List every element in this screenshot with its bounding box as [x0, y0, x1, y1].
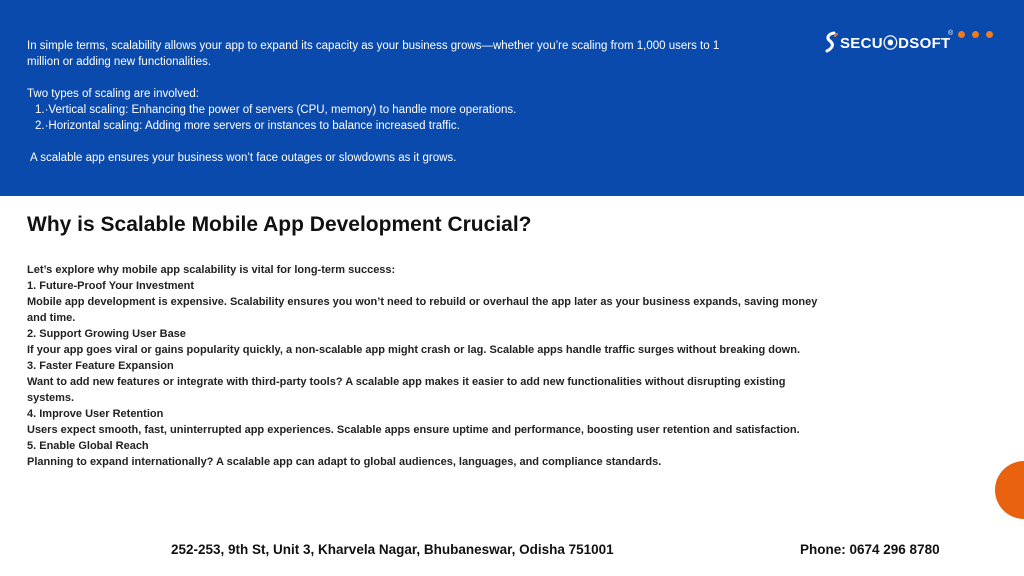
footer-phone: Phone: 0674 296 8780	[800, 542, 940, 557]
scaling-types-heading: Two types of scaling are involved:	[27, 88, 199, 100]
banner-intro: In simple terms, scalability allows your app to expand its capacity as your business grows—whether you’re scaling from 1,000 users to 1 million or adding new functionalities.	[27, 40, 720, 68]
point-heading: 5. Enable Global Reach	[27, 440, 149, 452]
logo-dot	[986, 31, 993, 38]
point-heading: 3. Faster Feature Expansion	[27, 360, 174, 372]
logo-dot	[972, 31, 979, 38]
scaling-type-horizontal: 2.·Horizontal scaling: Adding more servers or instances to balance increased traffic.	[35, 120, 460, 132]
lead-text: Let’s explore why mobile app scalability is vital for long-term success:	[27, 264, 396, 276]
header-banner	[0, 0, 1024, 196]
point-text: Want to add new features or integrate with third-party tools? A scalable app makes it easier to add new functionalities without disrupting existing systems.	[27, 376, 786, 404]
point-text: Mobile app development is expensive. Scalability ensures you won’t need to rebuild or overhaul the app later as your business expands, saving money and time.	[27, 296, 818, 324]
point-text: Planning to expand internationally? A scalable app can adapt to global audiences, languages, and compliance standards.	[27, 456, 662, 468]
point-heading: 4. Improve User Retention	[27, 408, 164, 420]
point-heading: 2. Support Growing User Base	[27, 328, 186, 340]
footer-address: 252-253, 9th St, Unit 3, Kharvela Nagar, Bhubaneswar, Odisha 751001	[171, 542, 614, 557]
logo-wordmark: SECU⦿DSOFT	[840, 35, 951, 52]
company-logo	[824, 30, 1004, 54]
registered-mark: ®	[948, 30, 954, 37]
point-text: Users expect smooth, fast, uninterrupted app experiences. Scalable apps ensure uptime and performance, boosting user retention and satisfaction.	[27, 424, 800, 436]
article-body	[27, 262, 827, 470]
banner-conclusion: A scalable app ensures your business won’t face outages or slowdowns as it grows.	[30, 152, 457, 164]
scaling-type-vertical: 1.·Vertical scaling: Enhancing the power of servers (CPU, memory) to handle more operations.	[35, 104, 517, 116]
banner-text	[27, 38, 727, 166]
logo-dot	[958, 31, 965, 38]
page-title: Why is Scalable Mobile App Development Crucial?	[27, 213, 532, 236]
decorative-circle	[995, 461, 1024, 519]
point-heading: 1. Future-Proof Your Investment	[27, 280, 195, 292]
swoosh-s-icon	[824, 31, 838, 53]
point-text: If your app goes viral or gains popularity quickly, a non-scalable app might crash or lag. Scalable apps handle traffic surges without breaking down.	[27, 344, 801, 356]
